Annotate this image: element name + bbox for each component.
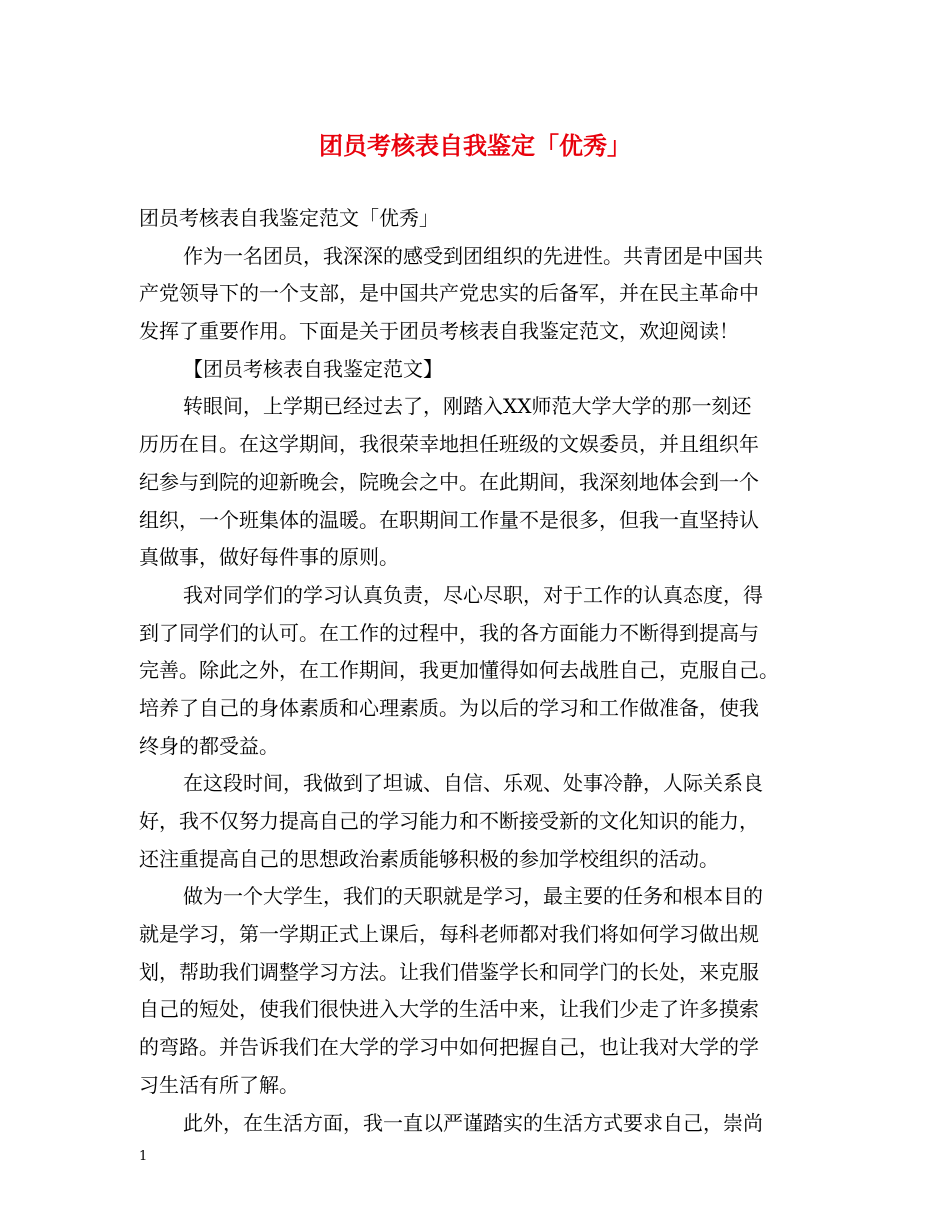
- body-line: 就是学习，第一学期正式上课后，每科老师都对我们将如何学习做出规: [139, 922, 759, 947]
- section-heading: 【团员考核表自我鉴定范文】: [183, 356, 443, 381]
- body-line: 历历在目。在这学期间，我很荣幸地担任班级的文娱委员，并且组织年: [139, 432, 759, 457]
- body-line: 组织，一个班集体的温暖。在职期间工作量不是很多，但我一直坚持认: [139, 507, 759, 532]
- body-line: 好，我不仅努力提高自己的学习能力和不断接受新的文化知识的能力，: [139, 809, 759, 833]
- body-line: 真做事，做好每件事的原则。: [139, 545, 399, 570]
- body-line: 习生活有所了解。: [139, 1072, 299, 1097]
- body-line: 产党领导下的一个支部，是中国共产党忠实的后备军，并在民主革命中: [139, 281, 759, 306]
- body-line: 作为一名团员，我深深的感受到团组织的先进性。共青团是中国共: [183, 243, 763, 268]
- body-line: 自己的短处，使我们很快进入大学的生活中来，让我们少走了许多摸索: [139, 997, 759, 1022]
- body-line: 完善。除此之外，在工作期间，我更加懂得如何去战胜自己，克服自己。: [139, 658, 779, 683]
- body-line: 还注重提高自己的思想政治素质能够积极的参加学校组织的活动。: [139, 846, 719, 871]
- body-line: 培养了自己的身体素质和心理素质。为以后的学习和工作做准备，使我: [139, 695, 759, 720]
- body-line: 转眼间，上学期已经过去了，刚踏入XX师范大学大学的那一刻还: [183, 394, 752, 419]
- body-line: 终身的都受益。: [139, 733, 279, 758]
- body-line: 的弯路。并告诉我们在大学的学习中如何把握自己，也让我对大学的学: [139, 1035, 759, 1060]
- body-line: 做为一个大学生，我们的天职就是学习，最主要的任务和根本目的: [183, 884, 763, 909]
- document-title: 团员考核表自我鉴定「优秀」: [319, 131, 631, 160]
- body-line: 此外，在生活方面，我一直以严谨踏实的生活方式要求自己，崇尚: [183, 1110, 763, 1135]
- body-line: 在这段时间，我做到了坦诚、自信、乐观、处事冷静，人际关系良: [183, 771, 763, 796]
- document-body: [139, 200, 819, 1142]
- page-number: 1: [139, 1149, 148, 1164]
- body-line: 划，帮助我们调整学习方法。让我们借鉴学长和同学门的长处，来克服: [139, 959, 759, 984]
- body-line: 纪参与到院的迎新晚会，院晚会之中。在此期间，我深刻地体会到一个: [139, 469, 759, 494]
- body-line: 发挥了重要作用。下面是关于团员考核表自我鉴定范文，欢迎阅读！: [139, 319, 739, 344]
- body-line: 我对同学们的学习认真负责，尽心尽职，对于工作的认真态度，得: [183, 582, 763, 607]
- body-line: 到了同学们的认可。在工作的过程中，我的各方面能力不断得到提高与: [139, 620, 759, 645]
- body-line: 团员考核表自我鉴定范文「优秀」: [139, 206, 439, 230]
